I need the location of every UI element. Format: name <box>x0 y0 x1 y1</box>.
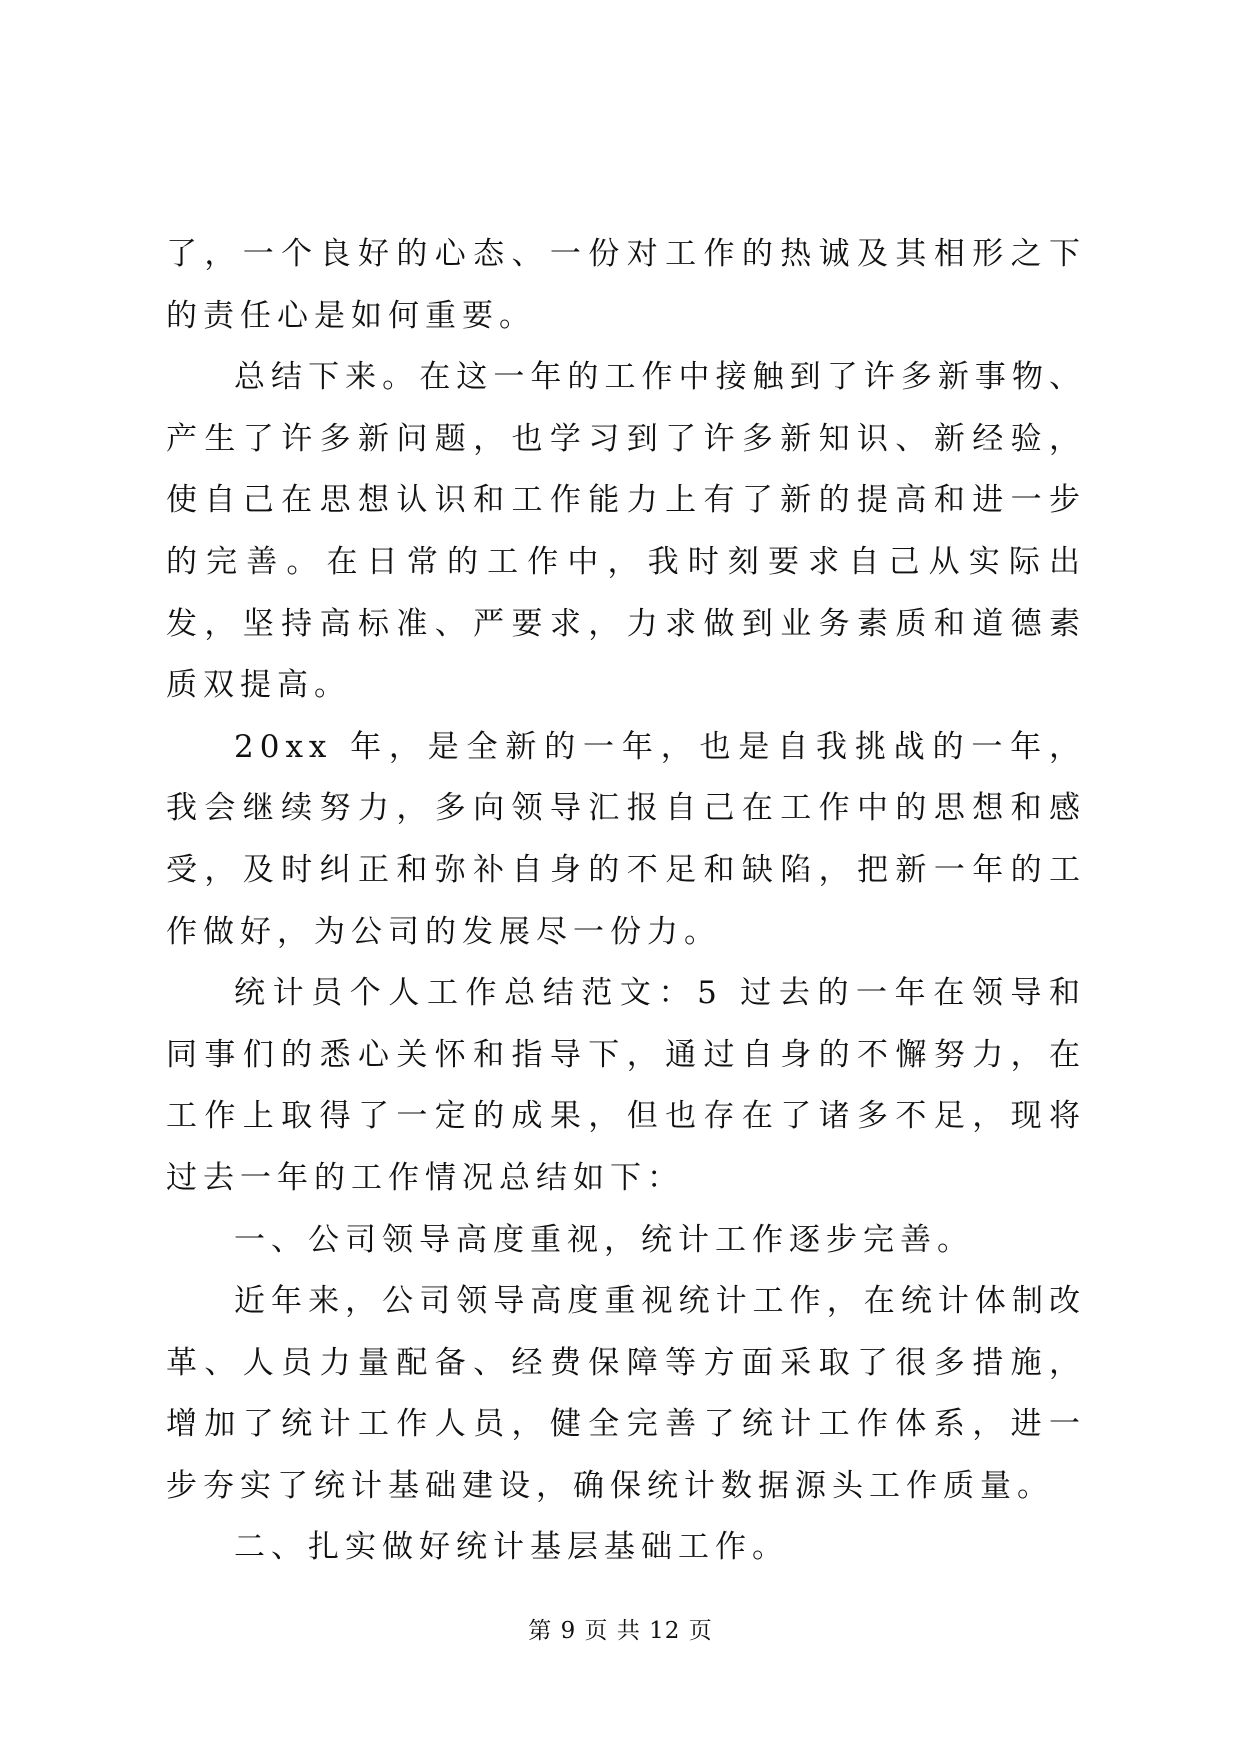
paragraph: 近年来，公司领导高度重视统计工作，在统计体制改革、人员力量配备、经费保障等方面采取了很多措施，增加了统计工作人员，健全完善了统计工作体系，进一步夯实了统计基础建设，确保统计数据源头工作质量。 <box>166 1283 1086 1504</box>
document-body <box>166 224 1086 1579</box>
section-heading: 二、扎实做好统计基层基础工作。 <box>234 1529 789 1566</box>
paragraph: 20xx 年，是全新的一年，也是自我挑战的一年，我会继续努力，多向领导汇报自己在工作中的思想和感受，及时纠正和弥补自身的不足和缺陷，把新一年的工作做好，为公司的发展尽一份力。 <box>166 728 1086 950</box>
paragraph: 统计员个人工作总结范文：5 过去的一年在领导和同事们的悉心关怀和指导下，通过自身的不懈努力，在工作上取得了一定的成果，但也存在了诸多不足，现将过去一年的工作情况总结如下： <box>166 975 1086 1196</box>
paragraph: 总结下来。在这一年的工作中接触到了许多新事物、产生了许多新问题，也学习到了许多新知识、新经验，使自己在思想认识和工作能力上有了新的提高和进一步的完善。在日常的工作中，我时刻要求自己从实际出发，坚持高标准、严要求，力求做到业务素质和道德素质双提高。 <box>166 359 1086 704</box>
paragraph: 了，一个良好的心态、一份对工作的热诚及其相形之下的责任心是如何重要。 <box>166 236 1086 334</box>
section-heading: 一、公司领导高度重视，统计工作逐步完善。 <box>234 1221 974 1258</box>
page-number-footer: 第 9 页 共 12 页 <box>528 1618 713 1644</box>
